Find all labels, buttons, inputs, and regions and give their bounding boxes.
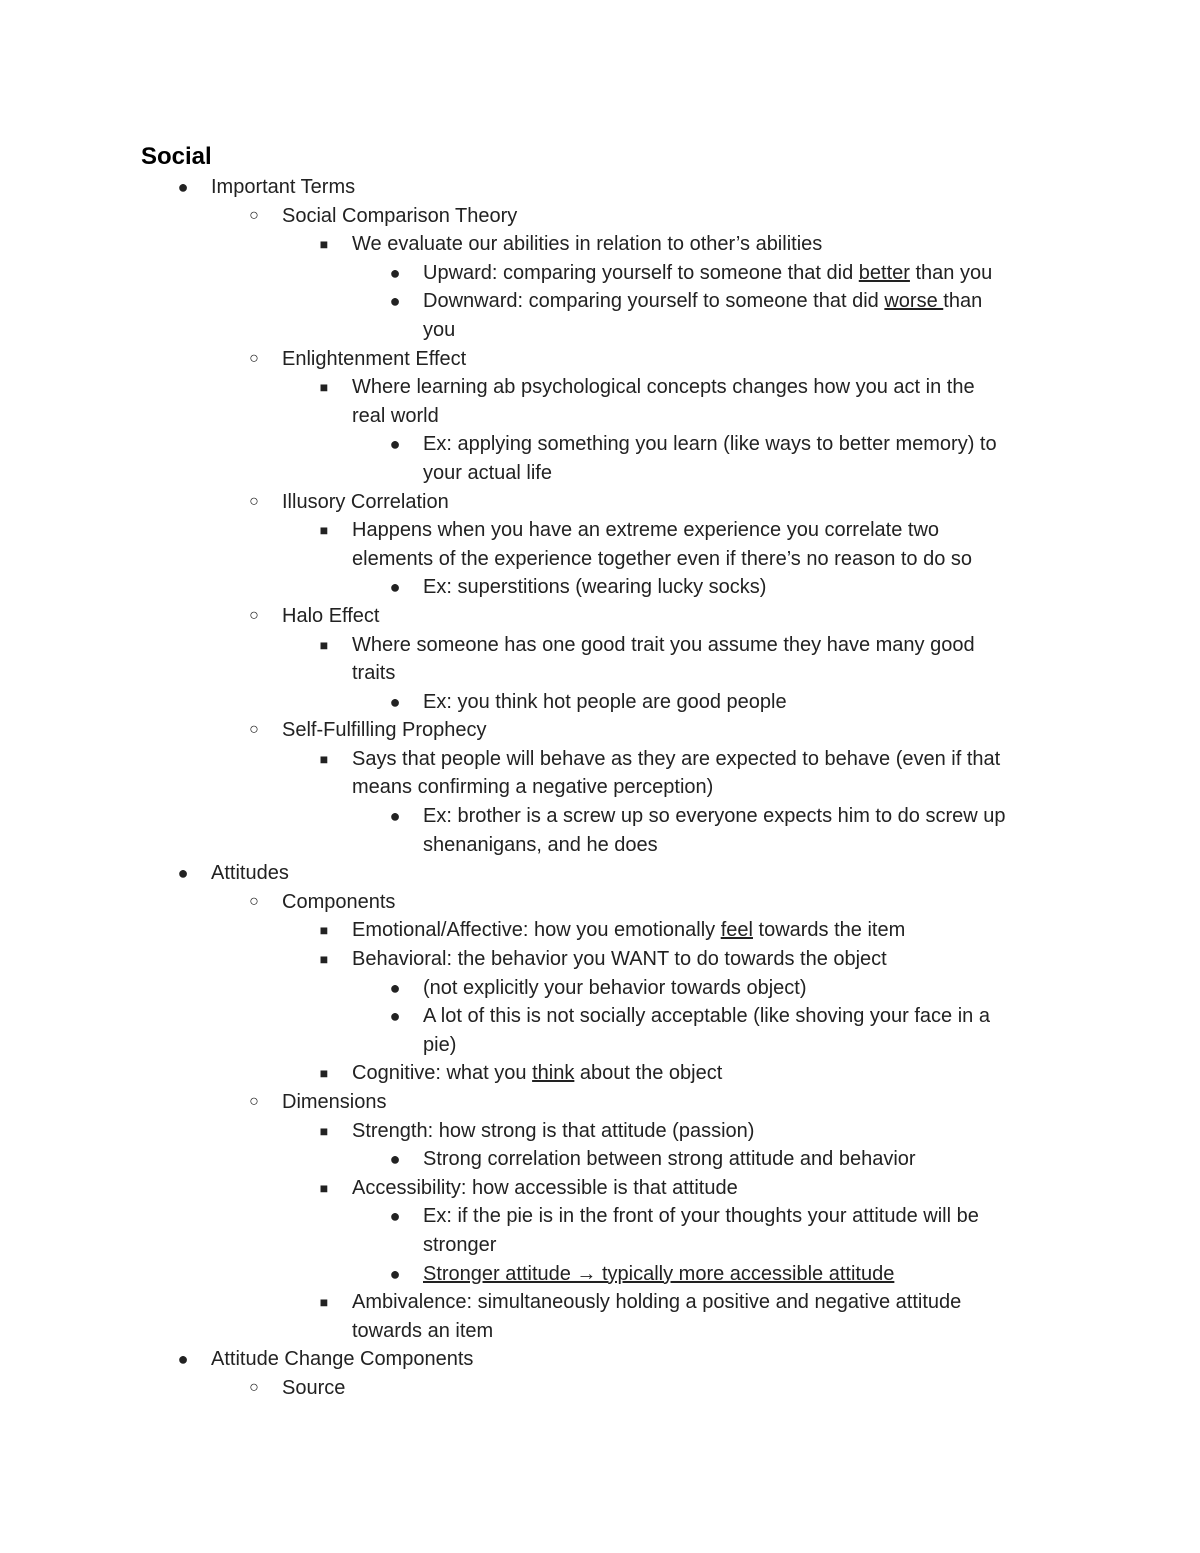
note-text [423,287,982,316]
bullet-icon: ● [177,177,189,197]
list-item-continuation [0,831,1200,860]
definition-text: Says that people will behave as they are expected to behave (even if that [352,747,1001,770]
list-item [0,859,1200,888]
bullet-icon: ● [177,863,189,884]
example-text: your actual life [423,461,552,484]
list-item [0,1260,1200,1289]
hollow-bullet-icon: ○ [249,1093,259,1110]
note-text: (not explicitly your behavior towards object) [423,976,807,999]
hollow-bullet-icon: ○ [249,206,259,224]
note-text: pie) [423,1033,457,1056]
list-item-continuation [0,1317,1200,1346]
list-item [0,974,1200,1003]
square-bullet-icon: ■ [319,236,329,253]
list-item [0,945,1200,974]
note-text-part: towards the item [752,919,906,942]
note-text: Ambivalence: simultaneously holding a positive and negative attitude [352,1291,962,1314]
note-text [352,1059,722,1088]
term-halo-effect: Halo Effect [282,604,380,627]
bullet-icon: ● [389,577,401,598]
underlined-text: think [532,1062,575,1085]
list-item [0,488,1200,517]
definition-text: real world [352,404,439,427]
list-item [0,287,1200,316]
list-item [0,1288,1200,1317]
square-bullet-icon: ■ [319,636,329,653]
note-text [352,916,905,945]
note-text-part: about the object [574,1062,723,1085]
note-text: A lot of this is not socially acceptable (like shoving your face in a [423,1005,990,1028]
list-item [0,1145,1200,1174]
hollow-bullet-icon: ○ [249,721,259,739]
list-item [0,259,1200,288]
list-item-continuation [0,1031,1200,1060]
definition-text: Happens when you have an extreme experience you correlate two [352,519,940,542]
list-item [0,202,1200,231]
section-heading-attitude-change: Attitude Change Components [211,1348,474,1371]
underlined-text: Stronger attitude → typically more accessible attitude [423,1262,895,1285]
square-bullet-icon: ■ [319,1065,329,1082]
section-heading-important-terms: Important Terms [211,176,356,198]
example-text: Ex: superstitions (wearing lucky socks) [423,576,767,599]
list-item [0,1345,1200,1374]
list-item [0,888,1200,917]
list-item [0,1174,1200,1203]
square-bullet-icon: ■ [319,379,329,396]
list-item [0,1202,1200,1231]
note-text-part: than [943,290,983,313]
bullet-icon: ● [389,1149,401,1170]
square-bullet-icon: ■ [319,1179,329,1196]
note-text: Behavioral: the behavior you WANT to do towards the object [352,948,887,971]
notes-outline [0,173,1200,1403]
example-text: Ex: you think hot people are good people [423,690,787,713]
example-text: Ex: applying something you learn (like ways to better memory) to [423,433,997,456]
hollow-bullet-icon: ○ [249,606,259,624]
definition-text: We evaluate our abilities in relation to other’s abilities [352,233,823,256]
square-bullet-icon: ■ [319,1122,329,1139]
note-text: you [423,318,456,341]
list-item [0,516,1200,545]
note-text [423,259,992,288]
definition-text: means confirming a negative perception) [352,776,714,799]
list-item [0,745,1200,774]
subheading-components: Components [282,890,396,913]
bullet-icon: ● [389,1206,401,1227]
hollow-bullet-icon: ○ [249,349,259,367]
list-item [0,631,1200,660]
bullet-icon: ● [389,691,401,712]
underlined-text: better [858,261,910,284]
list-item [0,373,1200,402]
section-heading-attitudes: Attitudes [211,862,289,885]
list-item-continuation [0,459,1200,488]
list-item [0,230,1200,259]
list-item-continuation [0,316,1200,345]
bullet-icon: ● [389,1263,401,1284]
list-item-continuation [0,402,1200,431]
list-item-continuation [0,659,1200,688]
list-item [0,1117,1200,1146]
term-social-comparison: Social Comparison Theory [282,204,518,227]
note-text-part: Downward: comparing yourself to someone that did [423,290,885,313]
note-text: stronger [423,1233,497,1256]
list-item-continuation [0,773,1200,802]
list-item [0,573,1200,602]
bullet-icon: ● [177,1349,189,1370]
list-item [0,602,1200,631]
list-item-continuation [0,545,1200,574]
definition-text: elements of the experience together even if there’s no reason to do so [352,547,973,570]
note-text: Strong correlation between strong attitude and behavior [423,1148,916,1171]
bullet-icon: ● [389,977,401,998]
list-item [0,916,1200,945]
bullet-icon: ● [389,291,401,312]
note-text-part: Cognitive: what you [352,1062,533,1085]
list-item [0,430,1200,459]
square-bullet-icon: ■ [319,1294,329,1311]
square-bullet-icon: ■ [319,522,329,539]
list-item [0,716,1200,745]
subheading-dimensions: Dimensions [282,1091,387,1113]
page-title: Social [141,143,212,170]
square-bullet-icon: ■ [319,750,329,767]
note-text-part: Emotional/Affective: how you emotionally [352,919,721,942]
term-enlightenment-effect: Enlightenment Effect [282,347,467,370]
hollow-bullet-icon: ○ [249,892,259,910]
subheading-source: Source [282,1376,346,1399]
hollow-bullet-icon: ○ [249,492,259,510]
list-item [0,1002,1200,1031]
list-item [0,688,1200,717]
list-item [0,802,1200,831]
underlined-text: worse [884,290,944,313]
bullet-icon: ● [389,1006,401,1027]
definition-text: Where learning ab psychological concepts changes how you act in the [352,376,975,399]
note-text: Accessibility: how accessible is that attitude [352,1176,738,1199]
list-item [0,1374,1200,1403]
list-item [0,173,1200,202]
list-item [0,345,1200,374]
note-text: Ex: if the pie is in the front of your thoughts your attitude will be [423,1205,979,1228]
note-text: towards an item [352,1319,494,1342]
list-item [0,1059,1200,1088]
note-text-part: Upward: comparing yourself to someone that did [423,261,859,284]
note-text-part: than you [909,261,993,284]
bullet-icon: ● [389,262,401,283]
square-bullet-icon: ■ [319,951,329,968]
note-text: Strength: how strong is that attitude (passion) [352,1119,755,1142]
example-text: Ex: brother is a screw up so everyone expects him to do screw up [423,805,1006,828]
definition-text: traits [352,662,396,685]
definition-text: Where someone has one good trait you assume they have many good [352,633,975,656]
list-item-continuation [0,1231,1200,1260]
bullet-icon: ● [389,806,401,827]
example-text: shenanigans, and he does [423,833,658,856]
hollow-bullet-icon: ○ [249,1378,259,1396]
list-item [0,1088,1200,1117]
underlined-text: feel [720,919,753,942]
term-illusory-correlation: Illusory Correlation [282,490,449,513]
bullet-icon: ● [389,434,401,455]
term-self-fulfilling-prophecy: Self-Fulfilling Prophecy [282,719,487,742]
square-bullet-icon: ■ [319,922,329,939]
